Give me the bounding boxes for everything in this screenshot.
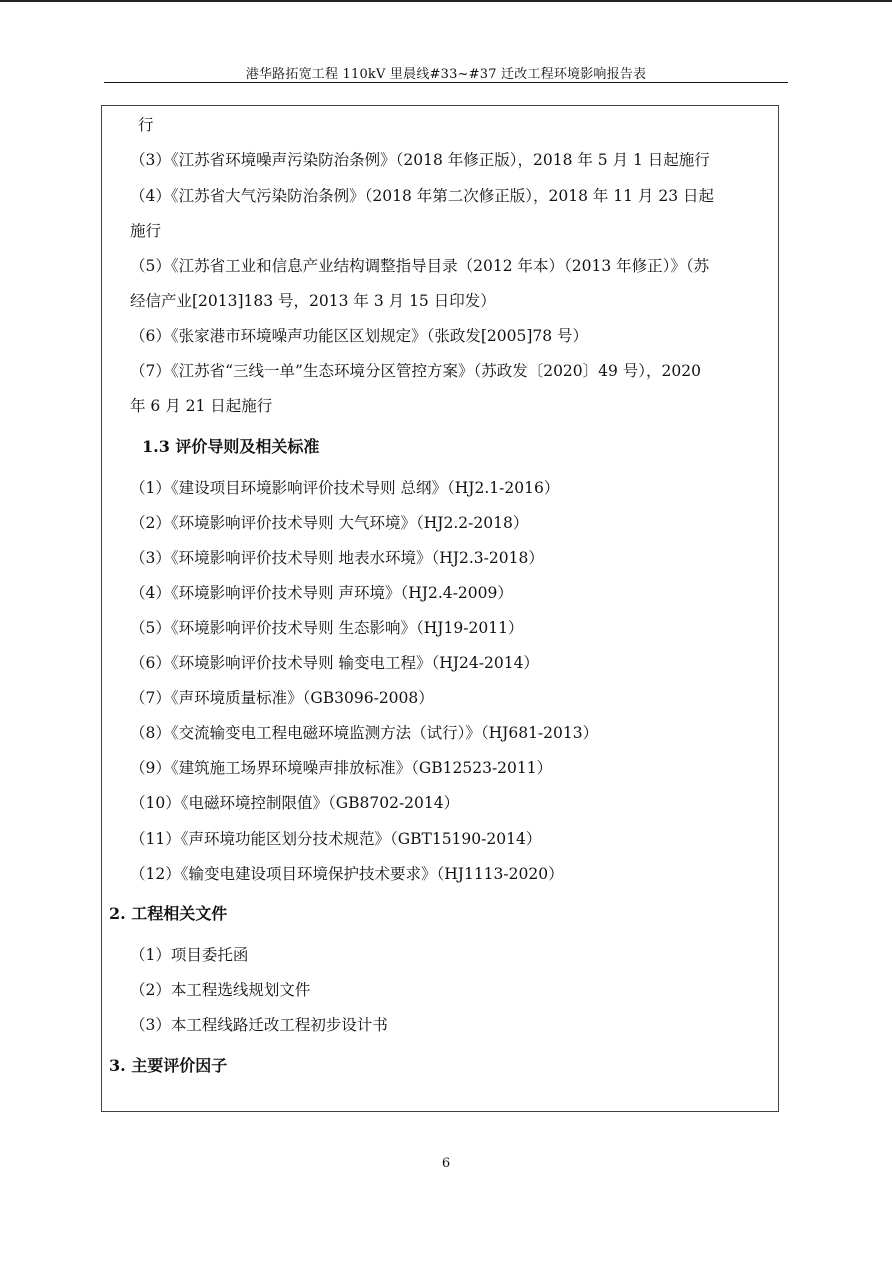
text-line: （10）《电磁环境控制限值》（GB8702-2014） bbox=[130, 794, 460, 812]
text-line: （3）本工程线路迁改工程初步设计书 bbox=[130, 1016, 388, 1034]
section-heading-1-3: 1.3 评价导则及相关标准 bbox=[142, 437, 320, 456]
text-line: （7）《江苏省“三线一单”生态环境分区管控方案》（苏政发〔2020〕49 号），2020 bbox=[130, 362, 702, 380]
section-heading-2: 2. 工程相关文件 bbox=[109, 904, 228, 923]
text-line: （3）《环境影响评价技术导则 地表水环境》（HJ2.3-2018） bbox=[130, 549, 544, 567]
text-line: （6）《张家港市环境噪声功能区区划规定》（张政发[2005]78 号） bbox=[130, 327, 589, 345]
section-heading-3: 3. 主要评价因子 bbox=[109, 1056, 228, 1075]
page-header: 港华路拓宽工程 110kV 里晨线#33~#37 迁改工程环境影响报告表 bbox=[245, 67, 647, 82]
text-line: （12）《输变电建设项目环境保护技术要求》（HJ1113-2020） bbox=[130, 865, 564, 883]
header-rule bbox=[104, 82, 788, 83]
text-line: （5）《环境影响评价技术导则 生态影响》（HJ19-2011） bbox=[130, 619, 524, 637]
text-line: （2）本工程选线规划文件 bbox=[130, 981, 311, 999]
text-line: （1）项目委托函 bbox=[130, 946, 249, 964]
text-line: 施行 bbox=[130, 222, 162, 240]
text-line: （6）《环境影响评价技术导则 输变电工程》（HJ24-2014） bbox=[130, 654, 539, 672]
text-line: （2）《环境影响评价技术导则 大气环境》（HJ2.2-2018） bbox=[130, 514, 529, 532]
text-line: （5）《江苏省工业和信息产业结构调整指导目录（2012 年本）（2013 年修正）》（苏 bbox=[130, 257, 710, 275]
text-line: （4）《江苏省大气污染防治条例》（2018 年第二次修正版），2018 年 11 月 23 日起 bbox=[130, 187, 715, 205]
text-line: （1）《建设项目环境影响评价技术导则 总纲》（HJ2.1-2016） bbox=[130, 479, 560, 497]
text-line: （11）《声环境功能区划分技术规范》（GBT15190-2014） bbox=[130, 830, 542, 848]
text-line: 年 6 月 21 日起施行 bbox=[130, 397, 273, 415]
top-border bbox=[0, 0, 892, 2]
text-line: 行 bbox=[138, 116, 154, 134]
text-line: （7）《声环境质量标准》（GB3096-2008） bbox=[130, 689, 434, 707]
text-line: （8）《交流输变电工程电磁环境监测方法（试行）》（HJ681-2013） bbox=[130, 724, 599, 742]
page-number: 6 bbox=[441, 1156, 451, 1171]
text-line: （9）《建筑施工场界环境噪声排放标准》（GB12523-2011） bbox=[130, 759, 553, 777]
text-line: （4）《环境影响评价技术导则 声环境》（HJ2.4-2009） bbox=[130, 584, 513, 602]
text-line: （3）《江苏省环境噪声污染防治条例》（2018 年修正版），2018 年 5 月 1 日起施行 bbox=[130, 151, 710, 169]
text-line: 经信产业[2013]183 号，2013 年 3 月 15 日印发） bbox=[130, 292, 496, 310]
